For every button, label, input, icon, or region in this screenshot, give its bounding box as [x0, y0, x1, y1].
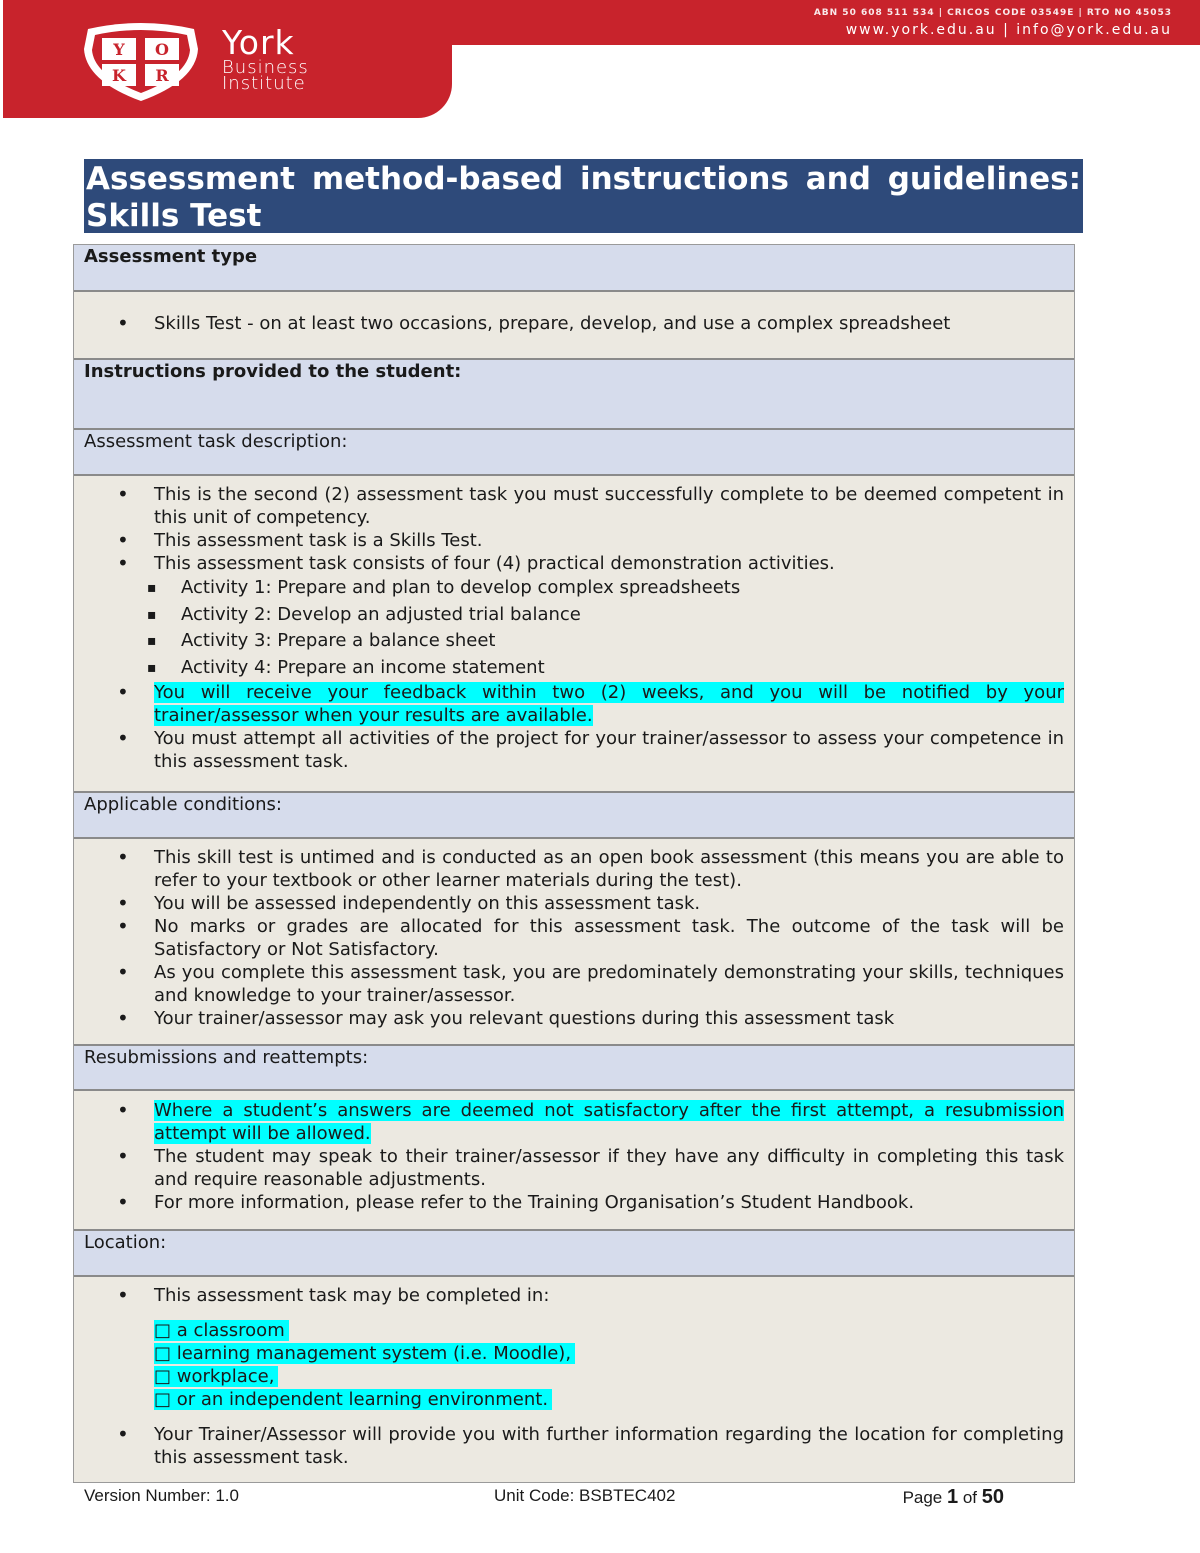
page-number: Page 1 of 50: [902, 1486, 1004, 1508]
york-shield-logo: [78, 23, 204, 107]
instructions-header: [74, 360, 1074, 430]
logo-letter-r: R: [155, 66, 169, 85]
conditions-header: [74, 793, 1074, 839]
assessment-type-heading: Assessment type: [84, 246, 258, 267]
list-item: • Your trainer/assessor may ask you relevant questions during this assessment task: [154, 1007, 1064, 1030]
list-item: • This assessment task is a Skills Test.: [154, 529, 1064, 552]
instructions-heading: Instructions provided to the student:: [84, 361, 462, 382]
header-contact-info: [814, 8, 1172, 38]
resubmissions-header: [74, 1046, 1074, 1091]
contact-text[interactable]: www.york.edu.au | info@york.edu.au: [845, 22, 1172, 38]
version-number: Version Number: 1.0: [84, 1486, 239, 1505]
list-item: • Skills Test - on at least two occasions, prepare, develop, and use a complex spreadsheet: [154, 312, 1064, 335]
list-item: • This assessment task consists of four (4) practical demonstration activities.: [154, 552, 1064, 575]
highlighted-text: You will receive your feedback within two (2) weeks, and you will be notified by your trainer/assessor when your results are available.: [154, 682, 1064, 726]
page-footer: [84, 1486, 1004, 1510]
list-item: • This is the second (2) assessment task you must successfully complete to be deemed competent in this unit of competency.: [154, 483, 1064, 529]
location-option[interactable]: □ or an independent learning environment.: [154, 1389, 552, 1410]
registration-text: ABN 50 608 511 534 | CRICOS CODE 03549E | RTO NO 45053: [813, 8, 1172, 18]
logo-wordmark: [222, 23, 309, 94]
logo-sub-1: Business: [222, 57, 309, 78]
resubmission-item: [154, 1099, 1064, 1145]
assessment-type-header: [74, 245, 1074, 292]
list-item: • This assessment task may be completed in:: [154, 1284, 1064, 1307]
list-item: • You must attempt all activities of the project for your trainer/assessor to assess your competence in this assessment task.: [154, 727, 1064, 773]
activity-item: ▪ Activity 1: Prepare and plan to develop complex spreadsheets: [181, 575, 1074, 602]
list-item: • You will be assessed independently on this assessment task.: [154, 892, 1064, 915]
page-title: Assessment method-based instructions and guidelines: Skills Test: [86, 161, 1081, 234]
activity-item: ▪ Activity 4: Prepare an income statement: [181, 655, 1074, 682]
instructions-table: [73, 244, 1075, 1483]
list-item: • As you complete this assessment task, you are predominately demonstrating your skills, techniques and knowledge to your trainer/assessor.: [154, 961, 1064, 1007]
location-options: [74, 1307, 1074, 1423]
task-description-body: [74, 476, 1074, 793]
logo-name: York: [222, 23, 295, 62]
location-body: [74, 1277, 1074, 1482]
task-description-header: [74, 430, 1074, 476]
location-option[interactable]: □ a classroom: [154, 1320, 289, 1341]
logo-letter-y: Y: [113, 40, 125, 59]
location-option[interactable]: □ workplace,: [154, 1366, 278, 1387]
resubmissions-body: [74, 1091, 1074, 1231]
conditions-heading: Applicable conditions:: [84, 794, 282, 815]
task-description-heading: Assessment task description:: [84, 431, 348, 452]
list-item: • No marks or grades are allocated for this assessment task. The outcome of the task will be Satisfactory or Not Satisfactory.: [154, 915, 1064, 961]
unit-code: Unit Code: BSBTEC402: [494, 1486, 676, 1505]
highlighted-text: Where a student’s answers are deemed not satisfactory after the first attempt, a resubmission attempt will be allowed.: [154, 1100, 1064, 1144]
location-heading: Location:: [84, 1232, 167, 1253]
assessment-type-body: [74, 292, 1074, 360]
conditions-body: [74, 839, 1074, 1046]
activity-item: ▪ Activity 3: Prepare a balance sheet: [181, 628, 1074, 655]
location-option[interactable]: □ learning management system (i.e. Moodle),: [154, 1343, 575, 1364]
logo-letter-o: O: [155, 40, 169, 59]
logo-letter-k: K: [112, 66, 126, 85]
list-item: • This skill test is untimed and is conducted as an open book assessment (this means you are able to refer to your textbook or other learner materials during the test).: [154, 846, 1064, 892]
list-item: • For more information, please refer to the Training Organisation’s Student Handbook.: [154, 1191, 1064, 1214]
logo-sub-2: Institute: [222, 73, 306, 94]
feedback-item: [154, 681, 1064, 727]
location-header: [74, 1231, 1074, 1277]
list-item: • Your Trainer/Assessor will provide you with further information regarding the location for completing this assessment task.: [154, 1423, 1064, 1469]
activity-item: ▪ Activity 2: Develop an adjusted trial balance: [181, 602, 1074, 629]
list-item: • The student may speak to their trainer/assessor if they have any difficulty in completing this task and require reasonable adjustments.: [154, 1145, 1064, 1191]
resubmissions-heading: Resubmissions and reattempts:: [84, 1047, 369, 1068]
